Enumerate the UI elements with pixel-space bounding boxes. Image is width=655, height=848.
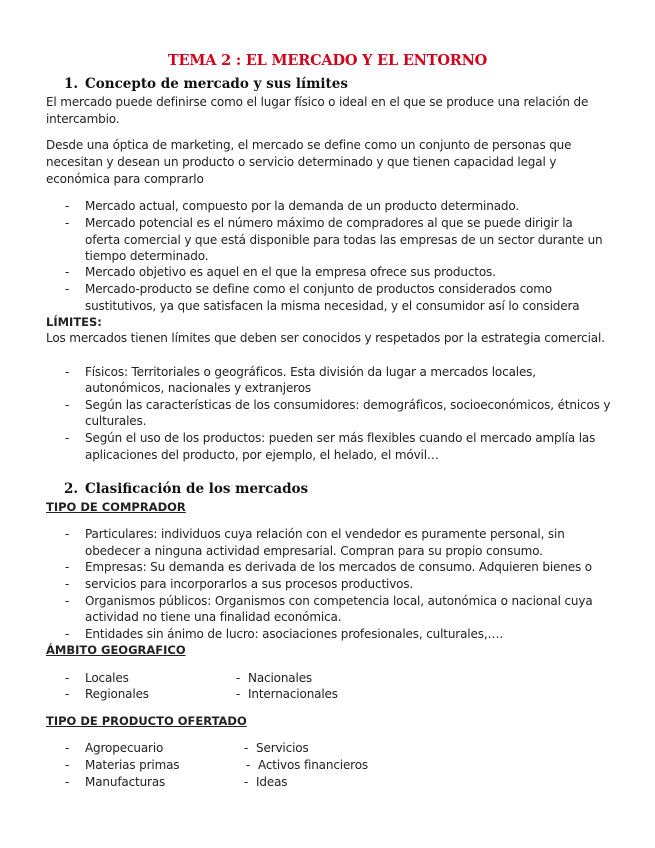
market-type-item: oferta comercial y que está disponible para todas las empresas de un sector durante un — [85, 233, 603, 247]
section-2-heading — [64, 481, 308, 497]
section-1-number: 1. — [64, 76, 79, 92]
product-type-label: TIPO DE PRODUCTO OFERTADO — [46, 714, 247, 728]
buyer-item: Entidades sin ánimo de lucro: asociaciones profesionales, culturales,…. — [85, 627, 503, 641]
intro-line: El mercado puede definirse como el lugar físico o ideal en el que se produce una relación de — [46, 95, 589, 109]
bullet-dash: - — [65, 627, 70, 641]
bullet-dash: - — [65, 560, 70, 574]
market-type-item: Mercado potencial es el número máximo de compradores al que se puede dirigir la — [85, 216, 573, 230]
bullet-dash: - — [65, 527, 70, 541]
buyer-item: Empresas: Su demanda es derivada de los mercados de consumo. Adquieren bienes o — [85, 560, 592, 574]
bullet-dash: - — [65, 577, 70, 591]
buyer-item: obedecer a ninguna actividad empresarial. Compran para su propio consumo. — [85, 544, 543, 558]
bullet-dash: - — [65, 741, 70, 755]
bullet-dash: - — [236, 671, 241, 685]
bullet-dash: - — [65, 758, 70, 772]
limit-item: autonómicos, nacionales y extranjeros — [85, 381, 311, 395]
bullet-dash: - — [236, 687, 241, 701]
product-item: Servicios — [256, 741, 309, 755]
bullet-dash: - — [65, 775, 70, 789]
marketing-line: Desde una óptica de marketing, el mercado se define como un conjunto de personas que — [46, 138, 572, 152]
marketing-line: necesitan y desean un producto o servicio determinado y que tienen capacidad legal y — [46, 155, 557, 169]
geo-item: Regionales — [85, 687, 149, 701]
buyer-item: servicios para incorporarlos a sus procesos productivos. — [85, 577, 414, 591]
market-type-item: Mercado actual, compuesto por la demanda de un producto determinado. — [85, 199, 520, 213]
bullet-dash: - — [65, 199, 70, 213]
geo-item: Locales — [85, 671, 129, 685]
limits-intro: Los mercados tienen límites que deben ser conocidos y respetados por la estrategia comercial. — [46, 331, 605, 345]
bullet-dash: - — [65, 431, 70, 445]
section-1-heading — [64, 76, 348, 92]
limit-item: Según las características de los consumidores: demográficos, socioeconómicos, étnicos y — [85, 398, 611, 412]
bullet-dash: - — [65, 282, 70, 296]
limit-item: aplicaciones del producto, por ejemplo, el helado, el móvil… — [85, 448, 439, 462]
bullet-dash: - — [65, 671, 70, 685]
limit-item: Físicos: Territoriales o geográficos. Esta división da lugar a mercados locales, — [85, 365, 536, 379]
marketing-line: económica para comprarlo — [46, 172, 204, 186]
bullet-dash: - — [65, 398, 70, 412]
geo-scope-label: ÁMBITO GEOGRAFICO — [46, 643, 186, 657]
intro-line: intercambio. — [46, 112, 120, 126]
bullet-dash: - — [65, 265, 70, 279]
product-item: Agropecuario — [85, 741, 164, 755]
buyer-item: Particulares: individuos cuya relación con el vendedor es puramente personal, sin — [85, 527, 565, 541]
bullet-dash: - — [244, 775, 249, 789]
limit-item: Según el uso de los productos: pueden ser más flexibles cuando el mercado amplía las — [85, 431, 596, 445]
section-2-number: 2. — [64, 481, 79, 497]
section-1-title: Concepto de mercado y sus límites — [85, 76, 348, 92]
product-item: Ideas — [256, 775, 288, 789]
buyer-item: Organismos públicos: Organismos con competencia local, autonómica o nacional cuya — [85, 594, 593, 608]
bullet-dash: - — [65, 365, 70, 379]
product-item: Activos financieros — [258, 758, 368, 772]
bullet-dash: - — [244, 741, 249, 755]
bullet-dash: - — [65, 687, 70, 701]
buyer-item: actividad no tiene una finalidad económica. — [85, 610, 342, 624]
bullet-dash: - — [65, 594, 70, 608]
limit-item: culturales. — [85, 414, 147, 428]
geo-item: Internacionales — [248, 687, 338, 701]
page-title: TEMA 2 : EL MERCADO Y EL ENTORNO — [167, 52, 488, 69]
bullet-dash: - — [246, 758, 251, 772]
section-2-title: Clasificación de los mercados — [85, 481, 309, 497]
market-type-item: tiempo determinado. — [85, 249, 209, 263]
market-type-item: Mercado-producto se define como el conjunto de productos considerados como — [85, 282, 552, 296]
limits-label: LÍMITES: — [46, 315, 102, 329]
bullet-dash: - — [65, 216, 70, 230]
buyer-type-label: TIPO DE COMPRADOR — [46, 500, 186, 514]
product-item: Manufacturas — [85, 775, 166, 789]
market-type-item: Mercado objetivo es aquel en el que la empresa ofrece sus productos. — [85, 265, 496, 279]
geo-item: Nacionales — [248, 671, 313, 685]
product-item: Materias primas — [85, 758, 180, 772]
market-type-item: sustitutivos, ya que satisfacen la misma necesidad, y el consumidor así lo considera — [85, 299, 580, 313]
